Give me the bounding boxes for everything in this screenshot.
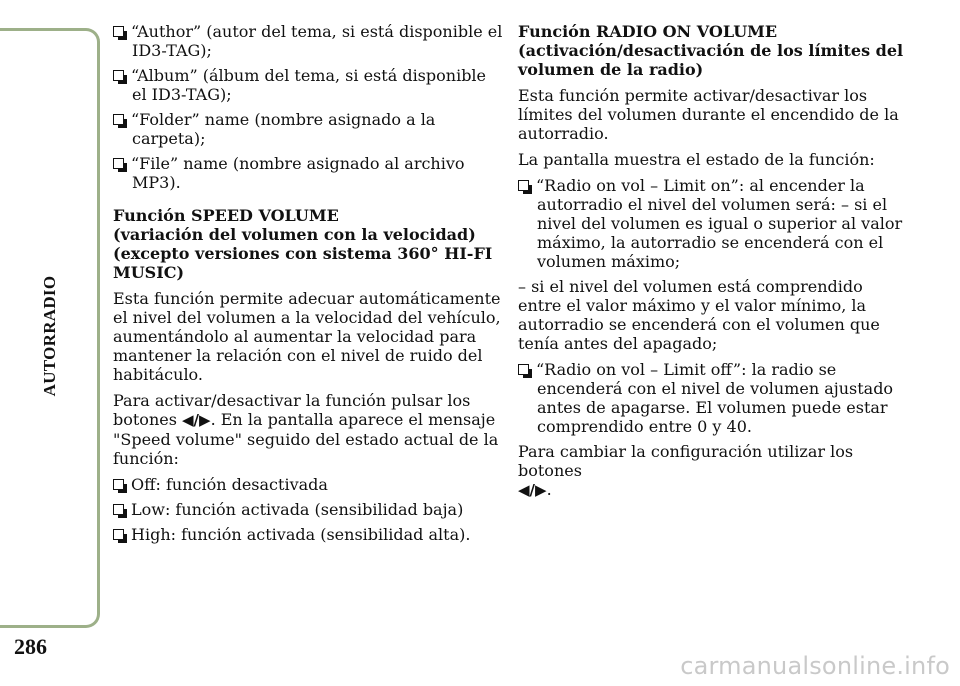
chapter-label: AUTORRADIO (40, 275, 59, 397)
right-column (518, 22, 908, 507)
radio-on-volume-heading: Función RADIO ON VOLUME (activación/desactivación de los límites del volumen de la radio) (518, 22, 904, 79)
checkbox-bullet-icon (113, 479, 124, 490)
list-item: “Folder” name (nombre asignado a la carpeta); (113, 110, 503, 148)
checkbox-bullet-icon (113, 529, 124, 540)
checkbox-bullet-icon (113, 114, 124, 125)
list-item: “File” name (nombre asignado al archivo MP3). (113, 154, 503, 192)
list-item: “Album” (álbum del tema, si está disponible el ID3-TAG); (113, 66, 503, 104)
limit-on-continuation: – si el nivel del volumen está comprendido entre el valor máximo y el valor mínimo, la autorradio se encenderá con el volumen que tenía antes del apagado; (518, 277, 880, 353)
left-column (113, 22, 503, 550)
left-right-arrow-icon: ◀/▶ (182, 411, 211, 429)
watermark: carmanualsonline.info (680, 652, 950, 680)
checkbox-bullet-icon (518, 364, 529, 375)
list-item: “Radio on vol – Limit on”: al encender la autorradio el nivel del volumen será: – si el nivel del volumen es igual o superior al valor máximo, la autorradio se encenderá con el volumen máximo; (518, 176, 908, 271)
list-item: “Radio on vol – Limit off”: la radio se encenderá con el nivel de volumen ajustado antes de apagarse. El volumen puede estar comprendido entre 0 y 40. (518, 360, 908, 436)
change-settings-text: Para cambiar la configuración utilizar los botones ◀/▶. (518, 442, 854, 499)
list-item: High: función activada (sensibilidad alta). (113, 525, 503, 544)
checkbox-bullet-icon (518, 180, 529, 191)
radio-on-volume-description: Esta función permite activar/desactivar los límites del volumen durante el encendido de la autorradio. (518, 86, 899, 143)
checkbox-bullet-icon (113, 504, 124, 515)
speed-volume-instructions: Para activar/desactivar la función pulsar los botones ◀/▶. En la pantalla aparece el mensaje "Speed volume" seguido del estado actual de la función: (113, 391, 499, 468)
checkbox-bullet-icon (113, 70, 124, 81)
page-number: 286 (14, 634, 47, 659)
speed-volume-description: Esta función permite adecuar automáticamente el nivel del volumen a la velocidad del vehículo, aumentándolo al aumentar la velocidad para mantener la relación con el nivel de ruido del habitáculo. (113, 289, 501, 384)
display-status-text: La pantalla muestra el estado de la función: (518, 150, 875, 169)
left-right-arrow-icon: ◀/▶ (518, 481, 547, 499)
list-item: “Author” (autor del tema, si está disponible el ID3-TAG); (113, 22, 503, 60)
list-item: Low: función activada (sensibilidad baja) (113, 500, 503, 519)
checkbox-bullet-icon (113, 158, 124, 169)
checkbox-bullet-icon (113, 26, 124, 37)
speed-volume-heading: Función SPEED VOLUME (variación del volumen con la velocidad) (excepto versiones con sistema 360° HI-FI MUSIC) (113, 206, 493, 282)
list-item: Off: función desactivada (113, 475, 503, 494)
